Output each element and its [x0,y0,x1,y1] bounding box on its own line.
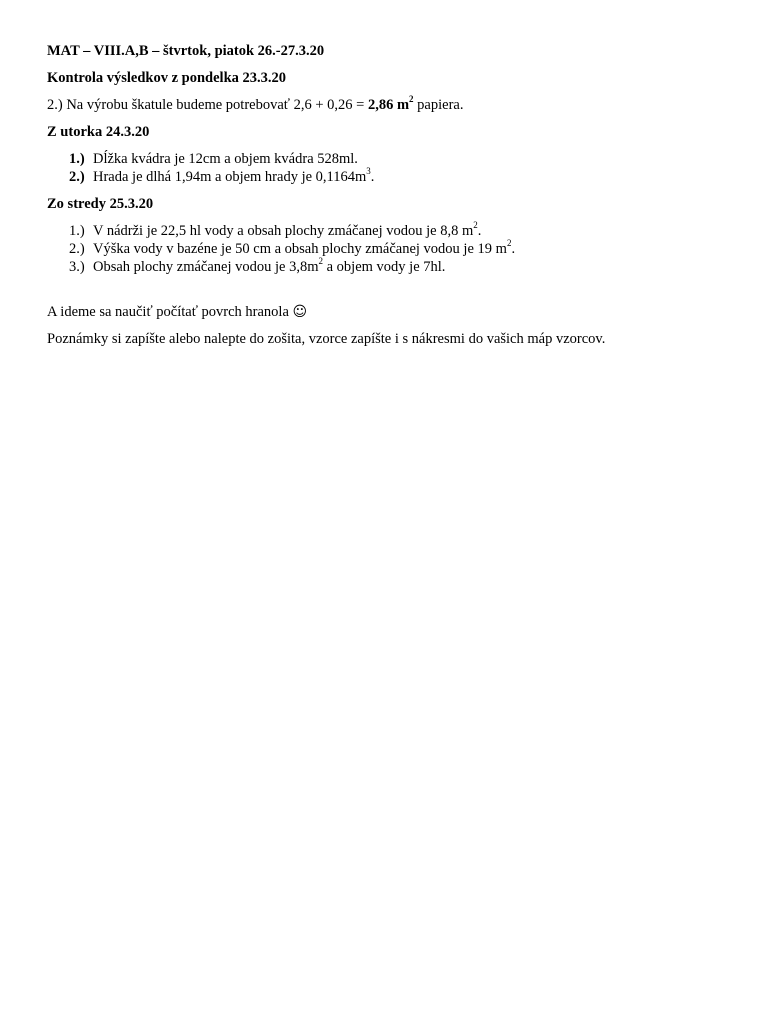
smiley-icon: ☺ [292,304,308,320]
section-heading-wednesday: Zo stredy 25.3.20 [47,196,154,212]
monday-result-text: 2.) Na výrobu škatule budeme potrebovať 2,6 + 0,26 = [47,97,368,113]
notes-line: Poznámky si zapíšte alebo nalepte do zošita, vzorce zapíšte i s nákresmi do vašich máp vzorcov. [47,331,606,347]
list-item-text: Dĺžka kvádra je 12cm a objem kvádra 528ml. [93,151,358,167]
monday-result-line [47,96,737,114]
wednesday-results-list [47,222,737,276]
document-title: MAT – VIII.A,B – štvrtok, piatok 26.-27.3.20 [47,43,325,59]
section-heading-tuesday: Z utorka 24.3.20 [47,124,150,140]
list-item-number: 2.) [69,241,85,257]
document-page [47,42,737,357]
list-item-number: 2.) [69,169,85,185]
monday-result-value: 2,86 $m^2$ [367,94,414,113]
list-item-text: V nádrži je 22,5 hl vody a obsah plochy zmáčanej vodou je 8,8 $m^2$. [93,220,482,239]
list-item [69,168,737,186]
intro-line [47,303,737,321]
list-item [69,240,737,258]
list-item-text: Obsah plochy zmáčanej vodou je $3,8m^2$ a objem vody je 7hl. [93,256,446,275]
list-item [69,222,737,240]
list-item [69,150,737,168]
intro-text: A ideme sa naučiť počítať povrch hranola [47,304,293,320]
list-item [69,258,737,276]
list-item-number: 1.) [69,223,85,239]
list-item-text: Hrada je dlhá 1,94m a objem hrady je $0,1164m^3$. [93,166,375,185]
list-item-text: Výška vody v bazéne je 50 cm a obsah plochy zmáčanej vodou je 19 $m^2$. [93,238,516,257]
tuesday-results-list [47,150,737,186]
blank-line [47,285,737,303]
monday-result-tail: papiera. [413,97,464,113]
list-item-number: 1.) [69,151,85,167]
section-heading-monday: Kontrola výsledkov z pondelka 23.3.20 [47,70,287,86]
list-item-number: 3.) [69,259,85,275]
